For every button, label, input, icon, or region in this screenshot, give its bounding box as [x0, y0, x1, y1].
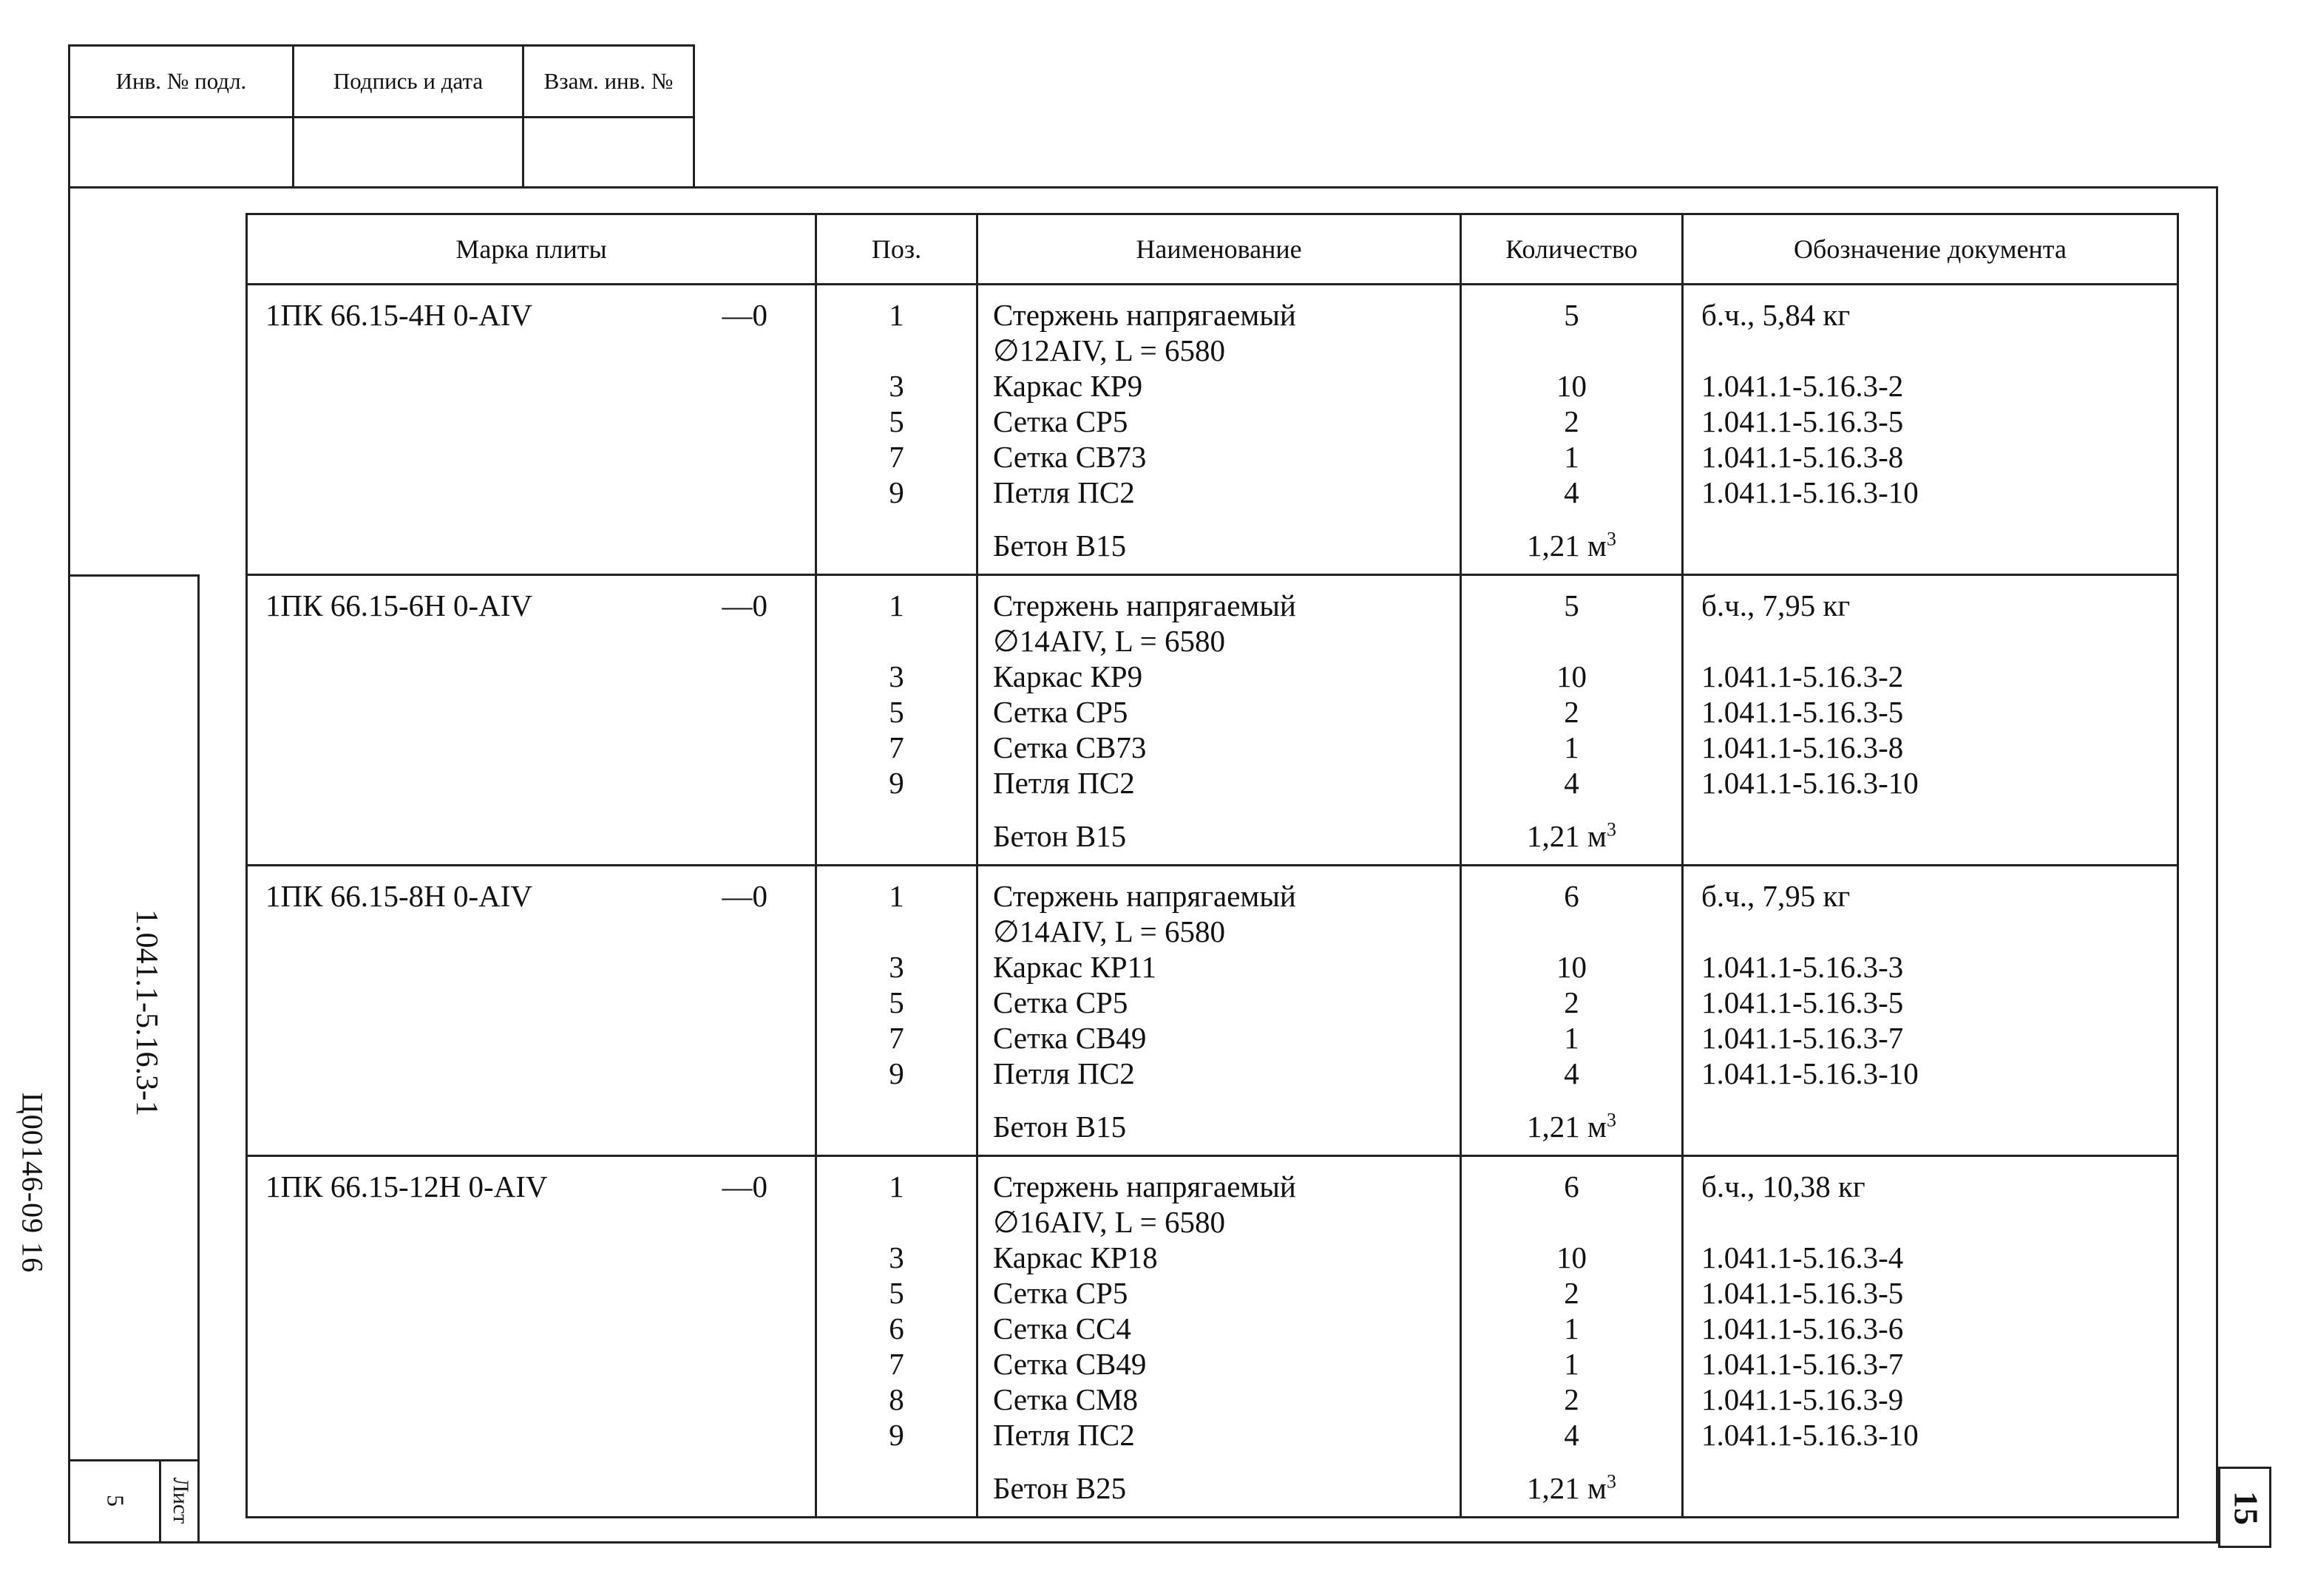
item-name: Сетка СВ49 [993, 1347, 1147, 1381]
row-gap [818, 1091, 975, 1109]
inventory-stamp [68, 44, 695, 188]
item-quantity: 2 [1564, 404, 1579, 438]
name-cell [977, 866, 1461, 1156]
item-name: Стержень напрягаемый [993, 879, 1296, 913]
item-position: 3 [889, 659, 904, 693]
document-cell [1683, 285, 2178, 575]
side-doc-code: 1.041.1-5.16.3-1 [129, 909, 163, 1116]
stamp-cell-inv [70, 118, 294, 189]
item-quantity: 1 [1564, 1347, 1579, 1381]
item-position-spacer [818, 333, 975, 368]
inventory-stamp-table [70, 47, 693, 188]
plate-mark-cell [247, 866, 816, 1156]
concrete-quantity [1462, 1109, 1681, 1144]
page-number: 15 [2227, 1491, 2265, 1525]
item-document: 1.041.1-5.16.3-3 [1701, 950, 1904, 984]
plate-mark-line [265, 1169, 767, 1204]
table-row [247, 1156, 2178, 1518]
item-quantity-spacer [1462, 333, 1681, 368]
table-row [247, 575, 2178, 866]
plate-mark-line [265, 588, 767, 623]
item-name: Сетка СМ8 [993, 1382, 1139, 1416]
concrete-document-spacer [1701, 528, 2176, 563]
item-name: Петля ПС2 [993, 475, 1135, 509]
concrete-name: Бетон В15 [993, 529, 1127, 563]
plate-mark: 1ПК 66.15-8Н 0-AIV [265, 879, 532, 913]
header-pos: Поз. [816, 214, 977, 285]
row-gap [1701, 510, 2176, 528]
item-quantity-spacer [1462, 623, 1681, 659]
stamp-header-replace: Взам. инв. № [523, 47, 694, 118]
item-document: 1.041.1-5.16.3-5 [1701, 404, 1904, 438]
item-name: Сетка СВ49 [993, 1021, 1147, 1055]
row-gap [993, 801, 1459, 818]
item-quantity: 1 [1564, 1311, 1579, 1345]
item-position: 1 [889, 588, 904, 622]
item-position: 6 [889, 1311, 904, 1345]
item-name: Сетка СР5 [993, 695, 1128, 729]
item-document: 1.041.1-5.16.3-7 [1701, 1021, 1904, 1055]
row-gap [1701, 801, 2176, 818]
item-document: 1.041.1-5.16.3-6 [1701, 1311, 1904, 1345]
unit-exponent: 3 [1606, 1470, 1616, 1493]
name-cell [977, 285, 1461, 575]
item-quantity: 2 [1564, 695, 1579, 729]
row-gap [1462, 1453, 1681, 1470]
item-document: 1.041.1-5.16.3-4 [1701, 1240, 1904, 1274]
item-name: Сетка СС4 [993, 1311, 1131, 1345]
item-document: 1.041.1-5.16.3-7 [1701, 1347, 1904, 1381]
unit-exponent: 3 [1606, 1109, 1616, 1131]
item-name: Стержень напрягаемый [993, 298, 1296, 332]
stamp-cell-sign [294, 118, 523, 189]
item-name: Стержень напрягаемый [993, 588, 1296, 622]
plate-mark-cell [247, 575, 816, 866]
item-position: 9 [889, 1418, 904, 1452]
item-position: 1 [889, 879, 904, 913]
item-document: 1.041.1-5.16.3-10 [1701, 475, 1919, 509]
item-name: Сетка СР5 [993, 1276, 1128, 1310]
item-quantity: 10 [1556, 1240, 1587, 1274]
row-gap [993, 510, 1459, 528]
row-gap [1462, 510, 1681, 528]
table-row [247, 866, 2178, 1156]
item-position: 1 [889, 298, 904, 332]
item-quantity: 4 [1564, 766, 1579, 800]
item-position: 9 [889, 475, 904, 509]
item-name: Сетка СР5 [993, 985, 1128, 1019]
item-document: 1.041.1-5.16.3-8 [1701, 440, 1904, 474]
header-qty: Количество [1461, 214, 1683, 285]
unit-exponent: 3 [1606, 818, 1616, 841]
side-sheet-divider [159, 1459, 161, 1544]
row-gap [818, 1453, 975, 1470]
item-document-spacer [1701, 914, 2176, 949]
concrete-quantity-value: 1,21 м [1527, 819, 1607, 853]
item-document: 1.041.1-5.16.3-5 [1701, 985, 1904, 1019]
item-name: Каркас КР9 [993, 369, 1143, 403]
item-quantity: 4 [1564, 1418, 1579, 1452]
unit-exponent: 3 [1606, 528, 1616, 550]
item-position: 5 [889, 985, 904, 1019]
name-cell [977, 575, 1461, 866]
row-gap [993, 1453, 1459, 1470]
item-name: ∅14AIV, L = 6580 [993, 624, 1225, 658]
specification-body [247, 285, 2178, 1518]
item-position: 7 [889, 1021, 904, 1055]
item-quantity: 2 [1564, 1276, 1579, 1310]
row-gap [1701, 1091, 2176, 1109]
concrete-name: Бетон В15 [993, 819, 1127, 853]
plate-mark-suffix: —0 [722, 879, 767, 913]
quantity-cell [1461, 866, 1683, 1156]
item-position: 5 [889, 695, 904, 729]
document-cell [1683, 575, 2178, 866]
row-gap [818, 801, 975, 818]
item-name: Стержень напрягаемый [993, 1169, 1296, 1203]
document-cell [1683, 866, 2178, 1156]
table-row [247, 285, 2178, 575]
item-position: 1 [889, 1169, 904, 1203]
row-gap [1701, 1453, 2176, 1470]
plate-mark-cell [247, 1156, 816, 1518]
item-position: 5 [889, 1276, 904, 1310]
item-quantity: 6 [1564, 1169, 1579, 1203]
side-sheet-label: Лист [169, 1477, 193, 1524]
item-quantity: 2 [1564, 985, 1579, 1019]
item-quantity: 4 [1564, 1056, 1579, 1090]
item-quantity: 1 [1564, 440, 1579, 474]
item-position: 3 [889, 950, 904, 984]
item-document-spacer [1701, 333, 2176, 368]
item-name: ∅12AIV, L = 6580 [993, 333, 1225, 367]
position-cell [816, 866, 977, 1156]
position-cell [816, 575, 977, 866]
item-name: Каркас КР18 [993, 1240, 1158, 1274]
item-document: б.ч., 7,95 кг [1701, 588, 1851, 622]
item-document: б.ч., 5,84 кг [1701, 298, 1851, 332]
item-document: 1.041.1-5.16.3-2 [1701, 659, 1904, 693]
item-name: Каркас КР9 [993, 659, 1143, 693]
header-doc: Обозначение документа [1683, 214, 2178, 285]
item-position: 9 [889, 766, 904, 800]
item-position: 9 [889, 1056, 904, 1090]
row-gap [993, 1091, 1459, 1109]
plate-mark: 1ПК 66.15-6Н 0-AIV [265, 588, 532, 622]
header-mark: Марка плиты [247, 214, 816, 285]
row-gap [1462, 801, 1681, 818]
item-name: Сетка СВ73 [993, 440, 1147, 474]
item-position: 3 [889, 369, 904, 403]
item-quantity: 5 [1564, 588, 1579, 622]
item-position: 5 [889, 404, 904, 438]
item-quantity: 10 [1556, 369, 1587, 403]
item-document: б.ч., 7,95 кг [1701, 879, 1851, 913]
item-quantity: 1 [1564, 730, 1579, 764]
quantity-cell [1461, 285, 1683, 575]
item-quantity: 5 [1564, 298, 1579, 332]
item-document-spacer [1701, 623, 2176, 659]
item-quantity: 4 [1564, 475, 1579, 509]
item-document: б.ч., 10,38 кг [1701, 1169, 1865, 1203]
concrete-quantity [1462, 818, 1681, 854]
item-quantity: 10 [1556, 950, 1587, 984]
item-document: 1.041.1-5.16.3-5 [1701, 1276, 1904, 1310]
plate-mark-suffix: —0 [722, 588, 767, 622]
stamp-header-inv: Инв. № подл. [70, 47, 294, 118]
header-name: Наименование [977, 214, 1461, 285]
plate-mark-line [265, 297, 767, 333]
row-gap [1462, 1091, 1681, 1109]
stamp-header-sign: Подпись и дата [294, 47, 523, 118]
concrete-quantity [1462, 528, 1681, 563]
table-header-row [247, 214, 2178, 285]
item-document: 1.041.1-5.16.3-9 [1701, 1382, 1904, 1416]
item-quantity-spacer [1462, 1204, 1681, 1240]
item-name: Петля ПС2 [993, 1418, 1135, 1452]
concrete-name: Бетон В15 [993, 1110, 1127, 1144]
item-name: Каркас КР11 [993, 950, 1157, 984]
archive-code: Ц00146-09 16 [16, 1092, 50, 1274]
item-position: 8 [889, 1382, 904, 1416]
item-position-spacer [818, 914, 975, 949]
item-name: Сетка СВ73 [993, 730, 1147, 764]
item-position: 7 [889, 440, 904, 474]
item-document: 1.041.1-5.16.3-10 [1701, 1056, 1919, 1090]
name-cell [977, 1156, 1461, 1518]
concrete-quantity-value: 1,21 м [1527, 1471, 1607, 1505]
item-name: ∅16AIV, L = 6580 [993, 1205, 1225, 1239]
concrete-document-spacer [1701, 1470, 2176, 1506]
concrete-quantity-value: 1,21 м [1527, 1110, 1607, 1144]
item-name: Петля ПС2 [993, 1056, 1135, 1090]
concrete-quantity [1462, 1470, 1681, 1506]
concrete-position-spacer [818, 1470, 975, 1506]
item-document: 1.041.1-5.16.3-10 [1701, 766, 1919, 800]
item-position-spacer [818, 623, 975, 659]
item-name: Сетка СР5 [993, 404, 1128, 438]
concrete-position-spacer [818, 818, 975, 854]
plate-mark-suffix: —0 [722, 298, 767, 332]
item-quantity: 10 [1556, 659, 1587, 693]
quantity-cell [1461, 1156, 1683, 1518]
concrete-quantity-value: 1,21 м [1527, 529, 1607, 563]
plate-mark: 1ПК 66.15-12Н 0-AIV [265, 1169, 548, 1203]
side-sheet-number: 5 [102, 1495, 129, 1507]
plate-mark-line [265, 878, 767, 914]
item-document: 1.041.1-5.16.3-10 [1701, 1418, 1919, 1452]
position-cell [816, 285, 977, 575]
item-quantity: 2 [1564, 1382, 1579, 1416]
specification-table [245, 213, 2179, 1518]
concrete-position-spacer [818, 1109, 975, 1144]
plate-mark-cell [247, 285, 816, 575]
item-position: 3 [889, 1240, 904, 1274]
concrete-position-spacer [818, 528, 975, 563]
concrete-document-spacer [1701, 818, 2176, 854]
quantity-cell [1461, 575, 1683, 866]
item-document: 1.041.1-5.16.3-2 [1701, 369, 1904, 403]
document-cell [1683, 1156, 2178, 1518]
plate-mark: 1ПК 66.15-4Н 0-AIV [265, 298, 532, 332]
item-document: 1.041.1-5.16.3-5 [1701, 695, 1904, 729]
item-position: 7 [889, 730, 904, 764]
item-name: Петля ПС2 [993, 766, 1135, 800]
item-name: ∅14AIV, L = 6580 [993, 914, 1225, 948]
concrete-document-spacer [1701, 1109, 2176, 1144]
item-quantity: 6 [1564, 879, 1579, 913]
concrete-name: Бетон В25 [993, 1471, 1127, 1505]
specification-table-wrapper [245, 213, 2177, 1518]
item-position: 7 [889, 1347, 904, 1381]
stamp-cell-replace [523, 118, 694, 189]
item-position-spacer [818, 1204, 975, 1240]
item-document: 1.041.1-5.16.3-8 [1701, 730, 1904, 764]
row-gap [818, 510, 975, 528]
position-cell [816, 1156, 977, 1518]
item-document-spacer [1701, 1204, 2176, 1240]
item-quantity: 1 [1564, 1021, 1579, 1055]
item-quantity-spacer [1462, 914, 1681, 949]
plate-mark-suffix: —0 [722, 1169, 767, 1203]
